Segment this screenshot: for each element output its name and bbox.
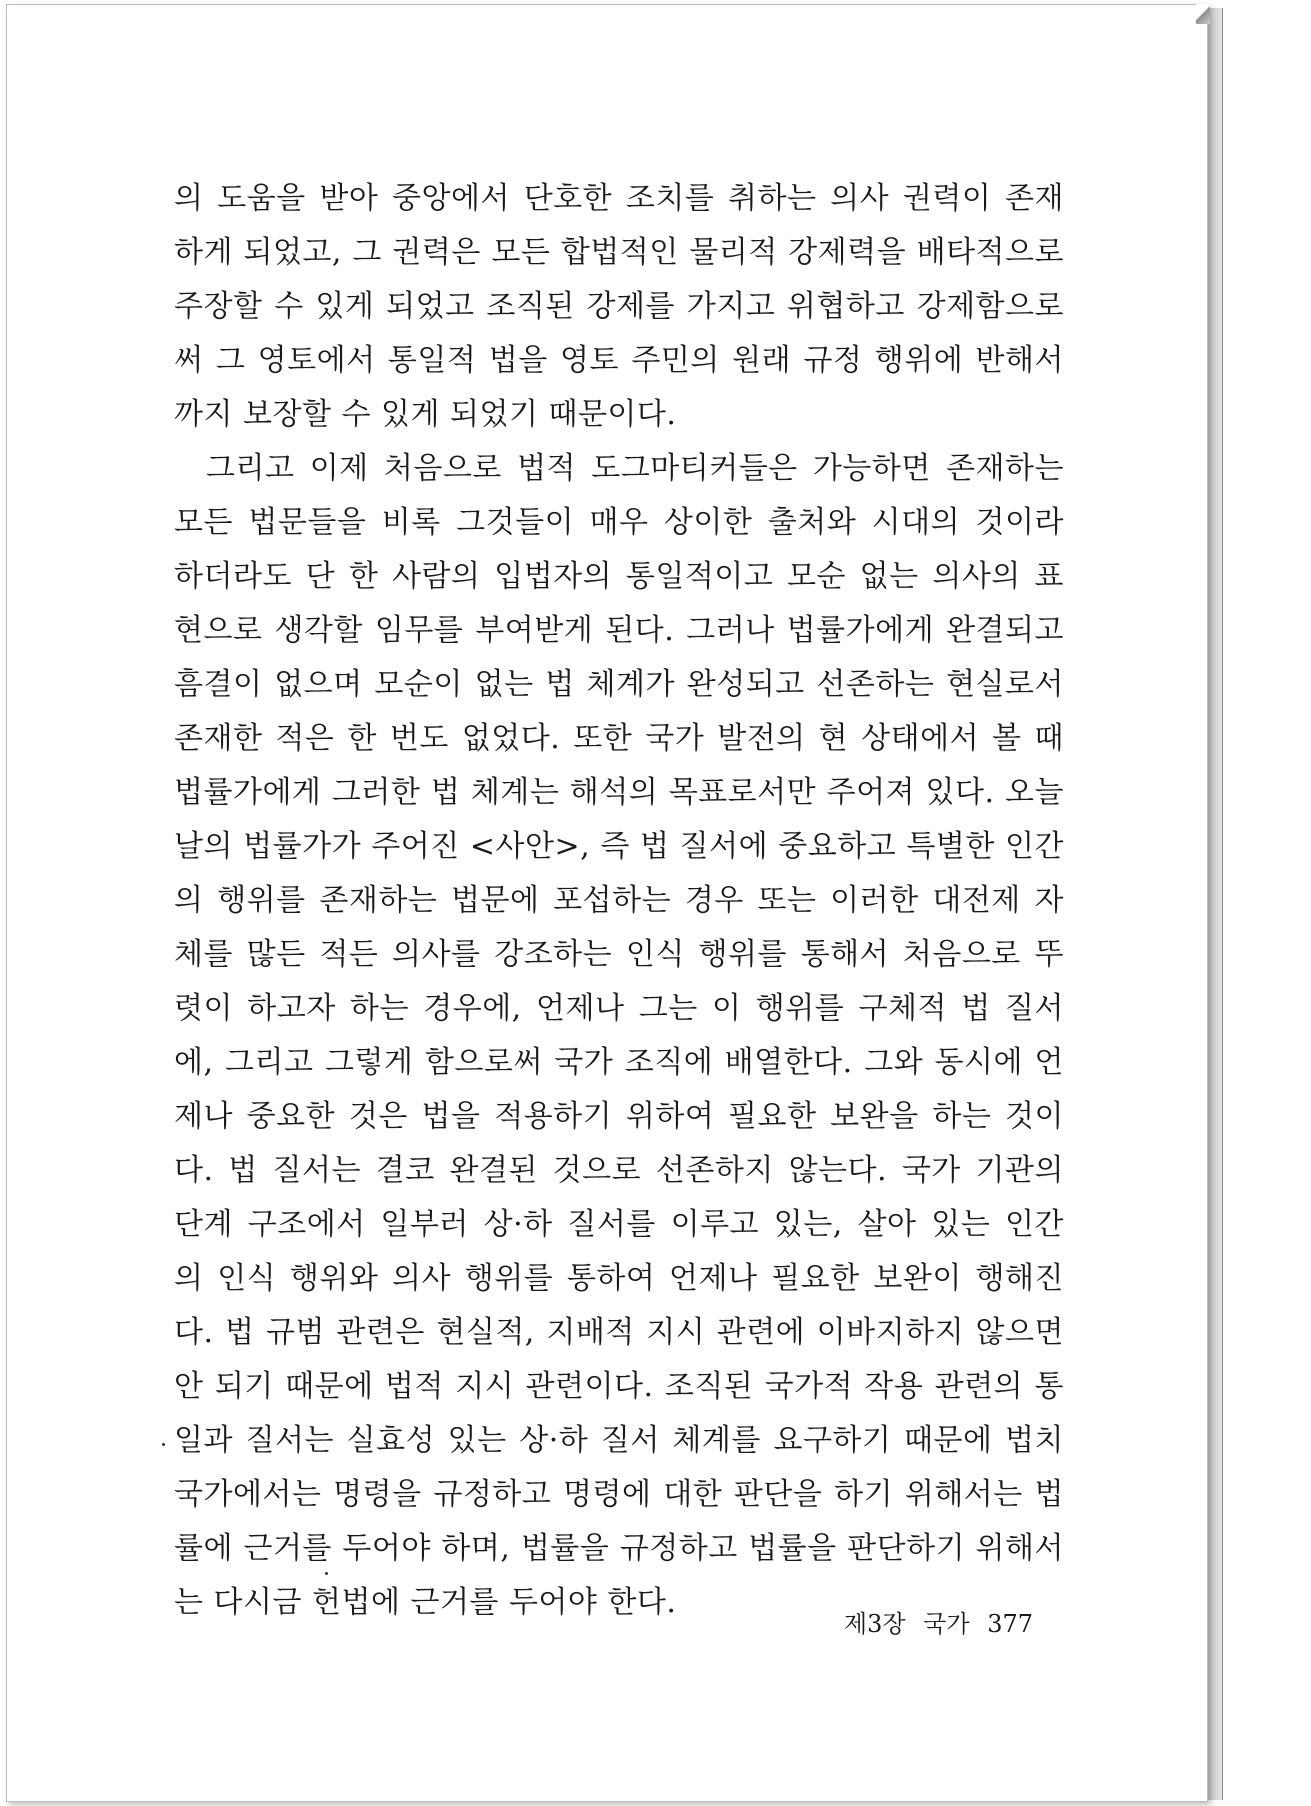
footer-chapter: 제3장: [843, 1610, 906, 1638]
text-line: 모든 법문들을 비록 그것들이 매우 상이한 출처와 시대의 것이라: [174, 505, 1064, 540]
text-line: 단계 구조에서 일부러 상·하 질서를 이루고 있는, 살아 있는 인간: [174, 1207, 1064, 1242]
text-line: 의 인식 행위와 의사 행위를 통하여 언제나 필요한 보완이 행해진: [174, 1261, 1064, 1296]
text-line: 다. 법 질서는 결코 완결된 것으로 선존하지 않는다. 국가 기관의: [174, 1153, 1064, 1188]
page-corner: [1196, 4, 1210, 24]
text-line: 제나 중요한 것은 법을 적용하기 위하여 필요한 보완을 하는 것이: [174, 1099, 1064, 1134]
text-line: 렷이 하고자 하는 경우에, 언제나 그는 이 행위를 구체적 법 질서: [174, 991, 1064, 1026]
text-line: 하더라도 단 한 사람의 입법자의 통일적이고 모순 없는 의사의 표: [174, 559, 1064, 594]
text-line: 다. 법 규범 관련은 현실적, 지배적 지시 관련에 이바지하지 않으면: [174, 1315, 1064, 1350]
page-number: 377: [987, 1610, 1033, 1638]
text-line: 흠결이 없으며 모순이 없는 법 체계가 완성되고 선존하는 현실로서: [174, 667, 1064, 702]
text-line: 그리고 이제 처음으로 법적 도그마티커들은 가능하면 존재하는: [206, 451, 1064, 486]
running-footer: [834, 1604, 1033, 1639]
scan-speck: [162, 1443, 165, 1446]
text-line: 국가에서는 명령을 규정하고 명령에 대한 판단을 하기 위해서는 법: [174, 1477, 1064, 1512]
text-line: 에, 그리고 그렇게 함으로써 국가 조직에 배열한다. 그와 동시에 언: [174, 1045, 1064, 1080]
footer-title: 국가: [923, 1610, 970, 1638]
text-line: 의 도움을 받아 중앙에서 단호한 조치를 취하는 의사 권력이 존재: [174, 181, 1064, 216]
text-line: 안 되기 때문에 법적 지시 관련이다. 조직된 국가적 작용 관련의 통: [174, 1369, 1064, 1404]
text-line: 하게 되었고, 그 권력은 모든 합법적인 물리적 강제력을 배타적으로: [174, 235, 1064, 270]
text-line: 는 다시금 헌법에 근거를 두어야 한다.: [174, 1585, 677, 1620]
scan-speck: [325, 1572, 328, 1575]
text-line: 일과 질서는 실효성 있는 상·하 질서 체계를 요구하기 때문에 법치: [174, 1423, 1064, 1458]
text-line: 법률가에게 그러한 법 체계는 해석의 목표로서만 주어져 있다. 오늘: [174, 775, 1064, 810]
text-line: 률에 근거를 두어야 하며, 법률을 규정하고 법률을 판단하기 위해서: [174, 1531, 1064, 1566]
text-line: 존재한 적은 한 번도 없었다. 또한 국가 발전의 현 상태에서 볼 때: [174, 721, 1064, 756]
text-line: 체를 많든 적든 의사를 강조하는 인식 행위를 통해서 처음으로 뚜: [174, 937, 1064, 972]
text-line: 주장할 수 있게 되었고 조직된 강제를 가지고 위협하고 강제함으로: [174, 289, 1064, 324]
text-line: 현으로 생각할 임무를 부여받게 된다. 그러나 법률가에게 완결되고: [174, 613, 1064, 648]
text-line: 써 그 영토에서 통일적 법을 영토 주민의 원래 규정 행위에 반해서: [174, 343, 1064, 378]
body-text: [174, 172, 1064, 1630]
text-line: 의 행위를 존재하는 법문에 포섭하는 경우 또는 이러한 대전제 자: [174, 883, 1064, 918]
text-line: 까지 보장할 수 있게 되었기 때문이다.: [174, 397, 677, 432]
text-line: 날의 법률가가 주어진 <사안>, 즉 법 질서에 중요하고 특별한 인간: [174, 829, 1064, 864]
